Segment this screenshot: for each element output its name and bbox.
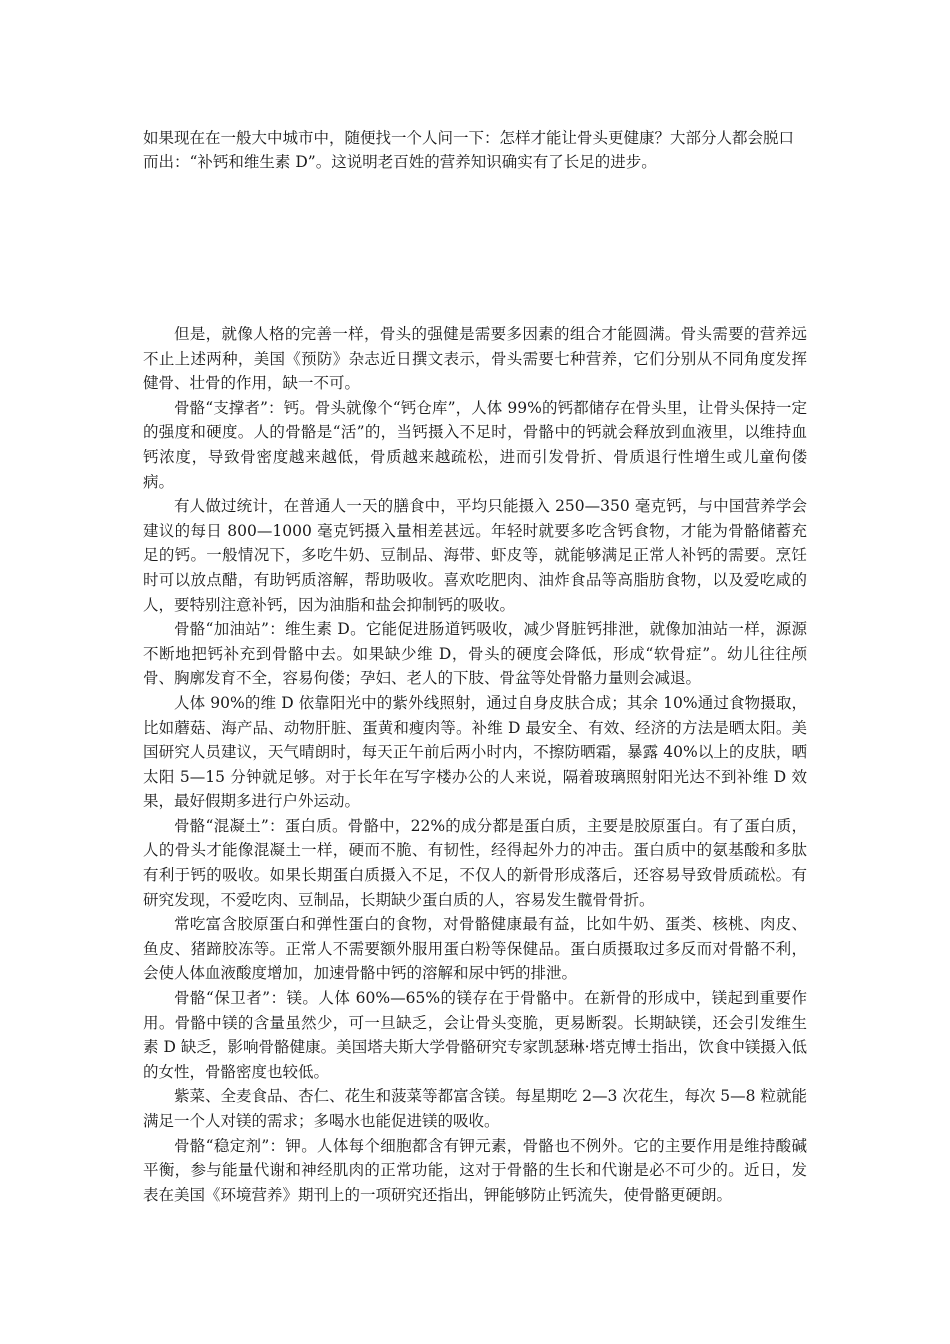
paragraph-2: 骨骼“支撑者”：钙。骨头就像个“钙仓库”，人体 99%的钙都储存在骨头里，让骨头保持一定的强度和硬度。人的骨骼是“活”的，当钙摄入不足时，骨骼中的钙就会释放到血液里，以维持血钙浓度，导致骨密度越来越低，骨质越来越疏松，进而引发骨折、骨质退行性增生或儿童佝偻病。 — [143, 398, 807, 491]
paragraph-7: 常吃富含胶原蛋白和弹性蛋白的食物，对骨骼健康最有益，比如牛奶、蛋类、核桃、肉皮、鱼皮、猪蹄胶冻等。正常人不需要额外服用蛋白粉等保健品。蛋白质摄取过多反而对骨骼不利，会使人体血液酸度增加，加速骨骼中钙的溶解和尿中钙的排泄。 — [143, 915, 807, 983]
paragraph-5: 人体 90%的维 D 依靠阳光中的紫外线照射，通过自身皮肤合成；其余 10%通过食物摄取，比如蘑菇、海产品、动物肝脏、蛋黄和瘦肉等。补维 D 最安全、有效、经济的方法是晒太阳。美国研究人员建议，天气晴朗时，每天正午前后两小时内，不擦防晒霜，暴露 40%以上的皮肤，晒太阳 5—15 分钟就足够。对于长年在写字楼办公的人来说，隔着玻璃照射阳光达不到补维 D 效果，最好假期多进行户外运动。 — [143, 693, 807, 811]
intro-paragraph: 如果现在在一般大中城市中，随便找一个人问一下：怎样才能让骨头更健康？大部分人都会脱口而出：“补钙和维生素 D”。这说明老百姓的营养知识确实有了长足的进步。 — [143, 129, 795, 171]
paragraph-3: 有人做过统计，在普通人一天的膳食中，平均只能摄入 250—350 毫克钙，与中国营养学会建议的每日 800—1000 毫克钙摄入量相差甚远。年轻时就要多吃含钙食物，才能为骨骼储蓄充足的钙。一般情况下，多吃牛奶、豆制品、海带、虾皮等，就能够满足正常人补钙的需要。烹饪时可以放点醋，有助钙质溶解，帮助吸收。喜欢吃肥肉、油炸食品等高脂肪食物，以及爱吃咸的人，要特别注意补钙，因为油脂和盐会抑制钙的吸收。 — [143, 497, 807, 614]
paragraph-9: 紫菜、全麦食品、杏仁、花生和菠菜等都富含镁。每星期吃 2—3 次花生，每次 5—8 粒就能满足一个人对镁的需求；多喝水也能促进镁的吸收。 — [143, 1087, 807, 1130]
paragraph-6: 骨骼“混凝土”：蛋白质。骨骼中，22%的成分都是蛋白质，主要是胶原蛋白。有了蛋白质，人的骨头才能像混凝土一样，硬而不脆、有韧性，经得起外力的冲击。蛋白质中的氨基酸和多肽有利于钙的吸收。如果长期蛋白质摄入不足，不仅人的新骨形成落后，还容易导致骨质疏松。有研究发现，不爱吃肉、豆制品，长期缺少蛋白质的人，容易发生髋骨骨折。 — [143, 816, 807, 909]
paragraph-1: 但是，就像人格的完善一样，骨头的强健是需要多因素的组合才能圆满。骨头需要的营养远不止上述两种，美国《预防》杂志近日撰文表示，骨头需要七种营养，它们分别从不同角度发挥健骨、壮骨的作用，缺一不可。 — [143, 325, 807, 393]
paragraph-4: 骨骼“加油站”：维生素 D。它能促进肠道钙吸收，减少肾脏钙排泄，就像加油站一样，源源不断地把钙补充到骨骼中去。如果缺少维 D，骨头的硬度会降低，形成“软骨症”。幼儿往往颅骨、胸廓发育不全，容易佝偻；孕妇、老人的下肢、骨盆等处骨骼力量则会减退。 — [143, 620, 807, 688]
article-body — [143, 322, 807, 1207]
paragraph-8: 骨骼“保卫者”：镁。人体 60%—65%的镁存在于骨骼中。在新骨的形成中，镁起到重要作用。骨骼中镁的含量虽然少，可一旦缺乏，会让骨头变脆，更易断裂。长期缺镁，还会引发维生素 D 缺乏，影响骨骼健康。美国塔夫斯大学骨骼研究专家凯瑟琳·塔克博士指出，饮食中镁摄入低的女性，骨骼密度也较低。 — [143, 989, 807, 1081]
paragraph-10: 骨骼“稳定剂”：钾。人体每个细胞都含有钾元素，骨骼也不例外。它的主要作用是维持酸碱平衡，参与能量代谢和神经肌肉的正常功能，这对于骨骼的生长和代谢是必不可少的。近日，发表在美国《环境营养》期刊上的一项研究还指出，钾能够防止钙流失，使骨骼更硬朗。 — [143, 1136, 807, 1204]
